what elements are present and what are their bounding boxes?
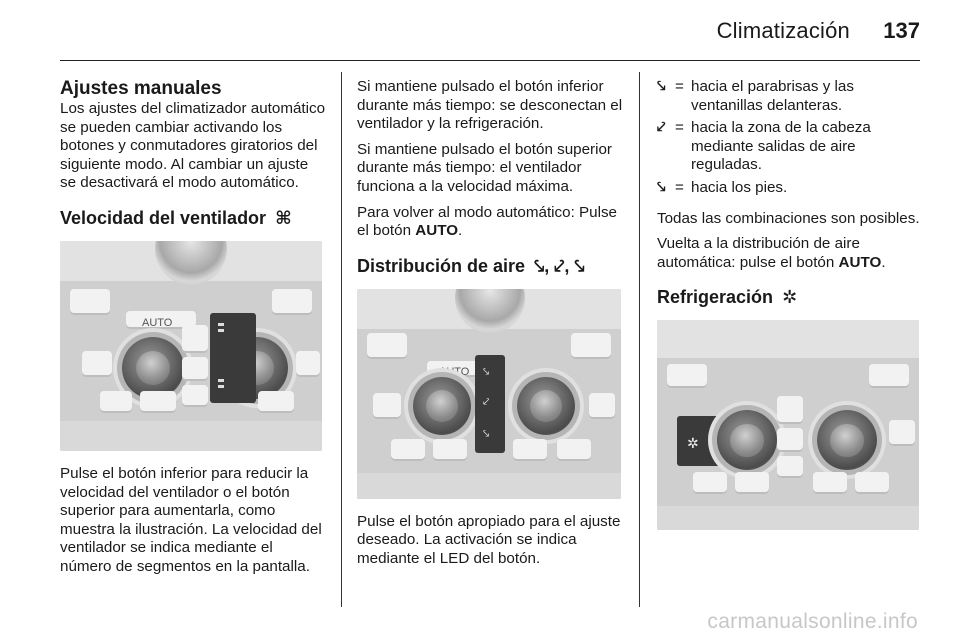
- legend-equals: =: [675, 178, 684, 196]
- auto-distribution-paragraph: [657, 235, 920, 272]
- air-distribution-heading: [357, 255, 623, 277]
- photo-auto-label: AUTO: [142, 316, 173, 329]
- air-distribution-photo: [357, 289, 621, 499]
- page-header-title: Climatización: [716, 18, 850, 43]
- auto-mode-suffix: .: [458, 222, 463, 240]
- fan-speed-heading: [60, 207, 326, 229]
- watermark: carmanualsonline.info: [707, 610, 918, 633]
- legend-equals: =: [675, 78, 684, 95]
- fan-off-paragraph: Si mantiene pulsado el botón inferior durante más tiempo: se desconectan el ventilador y la refrigeración.: [357, 78, 623, 133]
- head-air-icon: ⤦: [483, 395, 490, 408]
- auto-mode-text: Para volver al modo automático: Pulse el botón: [357, 203, 618, 240]
- air-distribution-legend: [657, 78, 920, 198]
- air-distribution-paragraph: Pulse el botón apropiado para el ajuste deseado. La activación se indica mediante el LED del botón.: [357, 512, 621, 567]
- air-buttons-highlight: [475, 355, 505, 453]
- air-distribution-heading-text: Distribución de aire: [357, 255, 526, 276]
- auto-mode-paragraph: [357, 204, 623, 241]
- fan-speed-heading-text: Velocidad del ventilador: [60, 207, 267, 228]
- windscreen-air-icon: ⤥: [483, 365, 490, 378]
- cooling-heading: [657, 286, 920, 308]
- photo-auto-label-2: AUTO: [439, 365, 470, 378]
- legend-equals: =: [675, 119, 684, 137]
- legend-value: hacia la zona de la cabeza mediante salidas de aire reguladas.: [691, 119, 871, 174]
- legend-value: hacia los pies.: [691, 178, 788, 196]
- legend-row: [657, 119, 920, 175]
- foot-air-icon: ⤥: [483, 427, 490, 440]
- legend-value: hacia el parabrisas y las ventanillas delanteras.: [691, 78, 854, 114]
- page-number: 137: [883, 18, 920, 43]
- auto-distribution-suffix: .: [881, 253, 886, 271]
- legend-row: [657, 78, 920, 115]
- fan-max-paragraph: Si mantiene pulsado el botón superior durante más tiempo: el ventilador funciona a la velocidad máxima.: [357, 140, 612, 195]
- column-2: [357, 78, 623, 576]
- column-1: [60, 78, 326, 584]
- fan-icon: ⌘: [275, 207, 292, 228]
- air-distribution-icons: ⤥, ⤦, ⤥: [534, 255, 585, 276]
- header-rule: [60, 60, 920, 61]
- cooling-icon: ✲: [782, 287, 798, 308]
- head-air-icon: ⤦: [657, 119, 666, 137]
- auto-distribution-text: Vuelta a la distribución de aire automática: pulse el botón: [657, 235, 860, 271]
- auto-button-label: AUTO: [415, 222, 459, 240]
- column-3: [657, 78, 920, 530]
- combinations-paragraph: Todas las combinaciones son posibles.: [657, 209, 920, 227]
- column-divider-1: [341, 72, 342, 607]
- cooling-photo: [657, 320, 919, 530]
- fan-speed-photo: [60, 241, 322, 451]
- auto-button-label: AUTO: [838, 253, 882, 271]
- legend-row: [657, 179, 920, 198]
- intro-paragraph: Los ajustes del climatizador automático se pueden cambiar activando los botones y conmutadores giratorios del siguiente modo. Al cambiar un ajuste se desactivará el modo automático.: [60, 100, 326, 192]
- column-divider-2: [639, 72, 640, 607]
- cooling-heading-text: Refrigeración: [657, 287, 774, 308]
- windscreen-air-icon: ⤥: [657, 78, 666, 95]
- section-heading-manual: Ajustes manuales: [60, 78, 222, 99]
- snowflake-icon: ✲: [687, 435, 699, 452]
- fan-speed-paragraph: Pulse el botón inferior para reducir la velocidad del ventilador o el botón superior para aumentarla, como muestra la ilustración. La velocidad del ventilador se indica mediante el número de segmentos en la pantalla.: [60, 464, 322, 575]
- foot-air-icon: ⤥: [657, 178, 666, 196]
- fan-button-highlight: [210, 313, 256, 403]
